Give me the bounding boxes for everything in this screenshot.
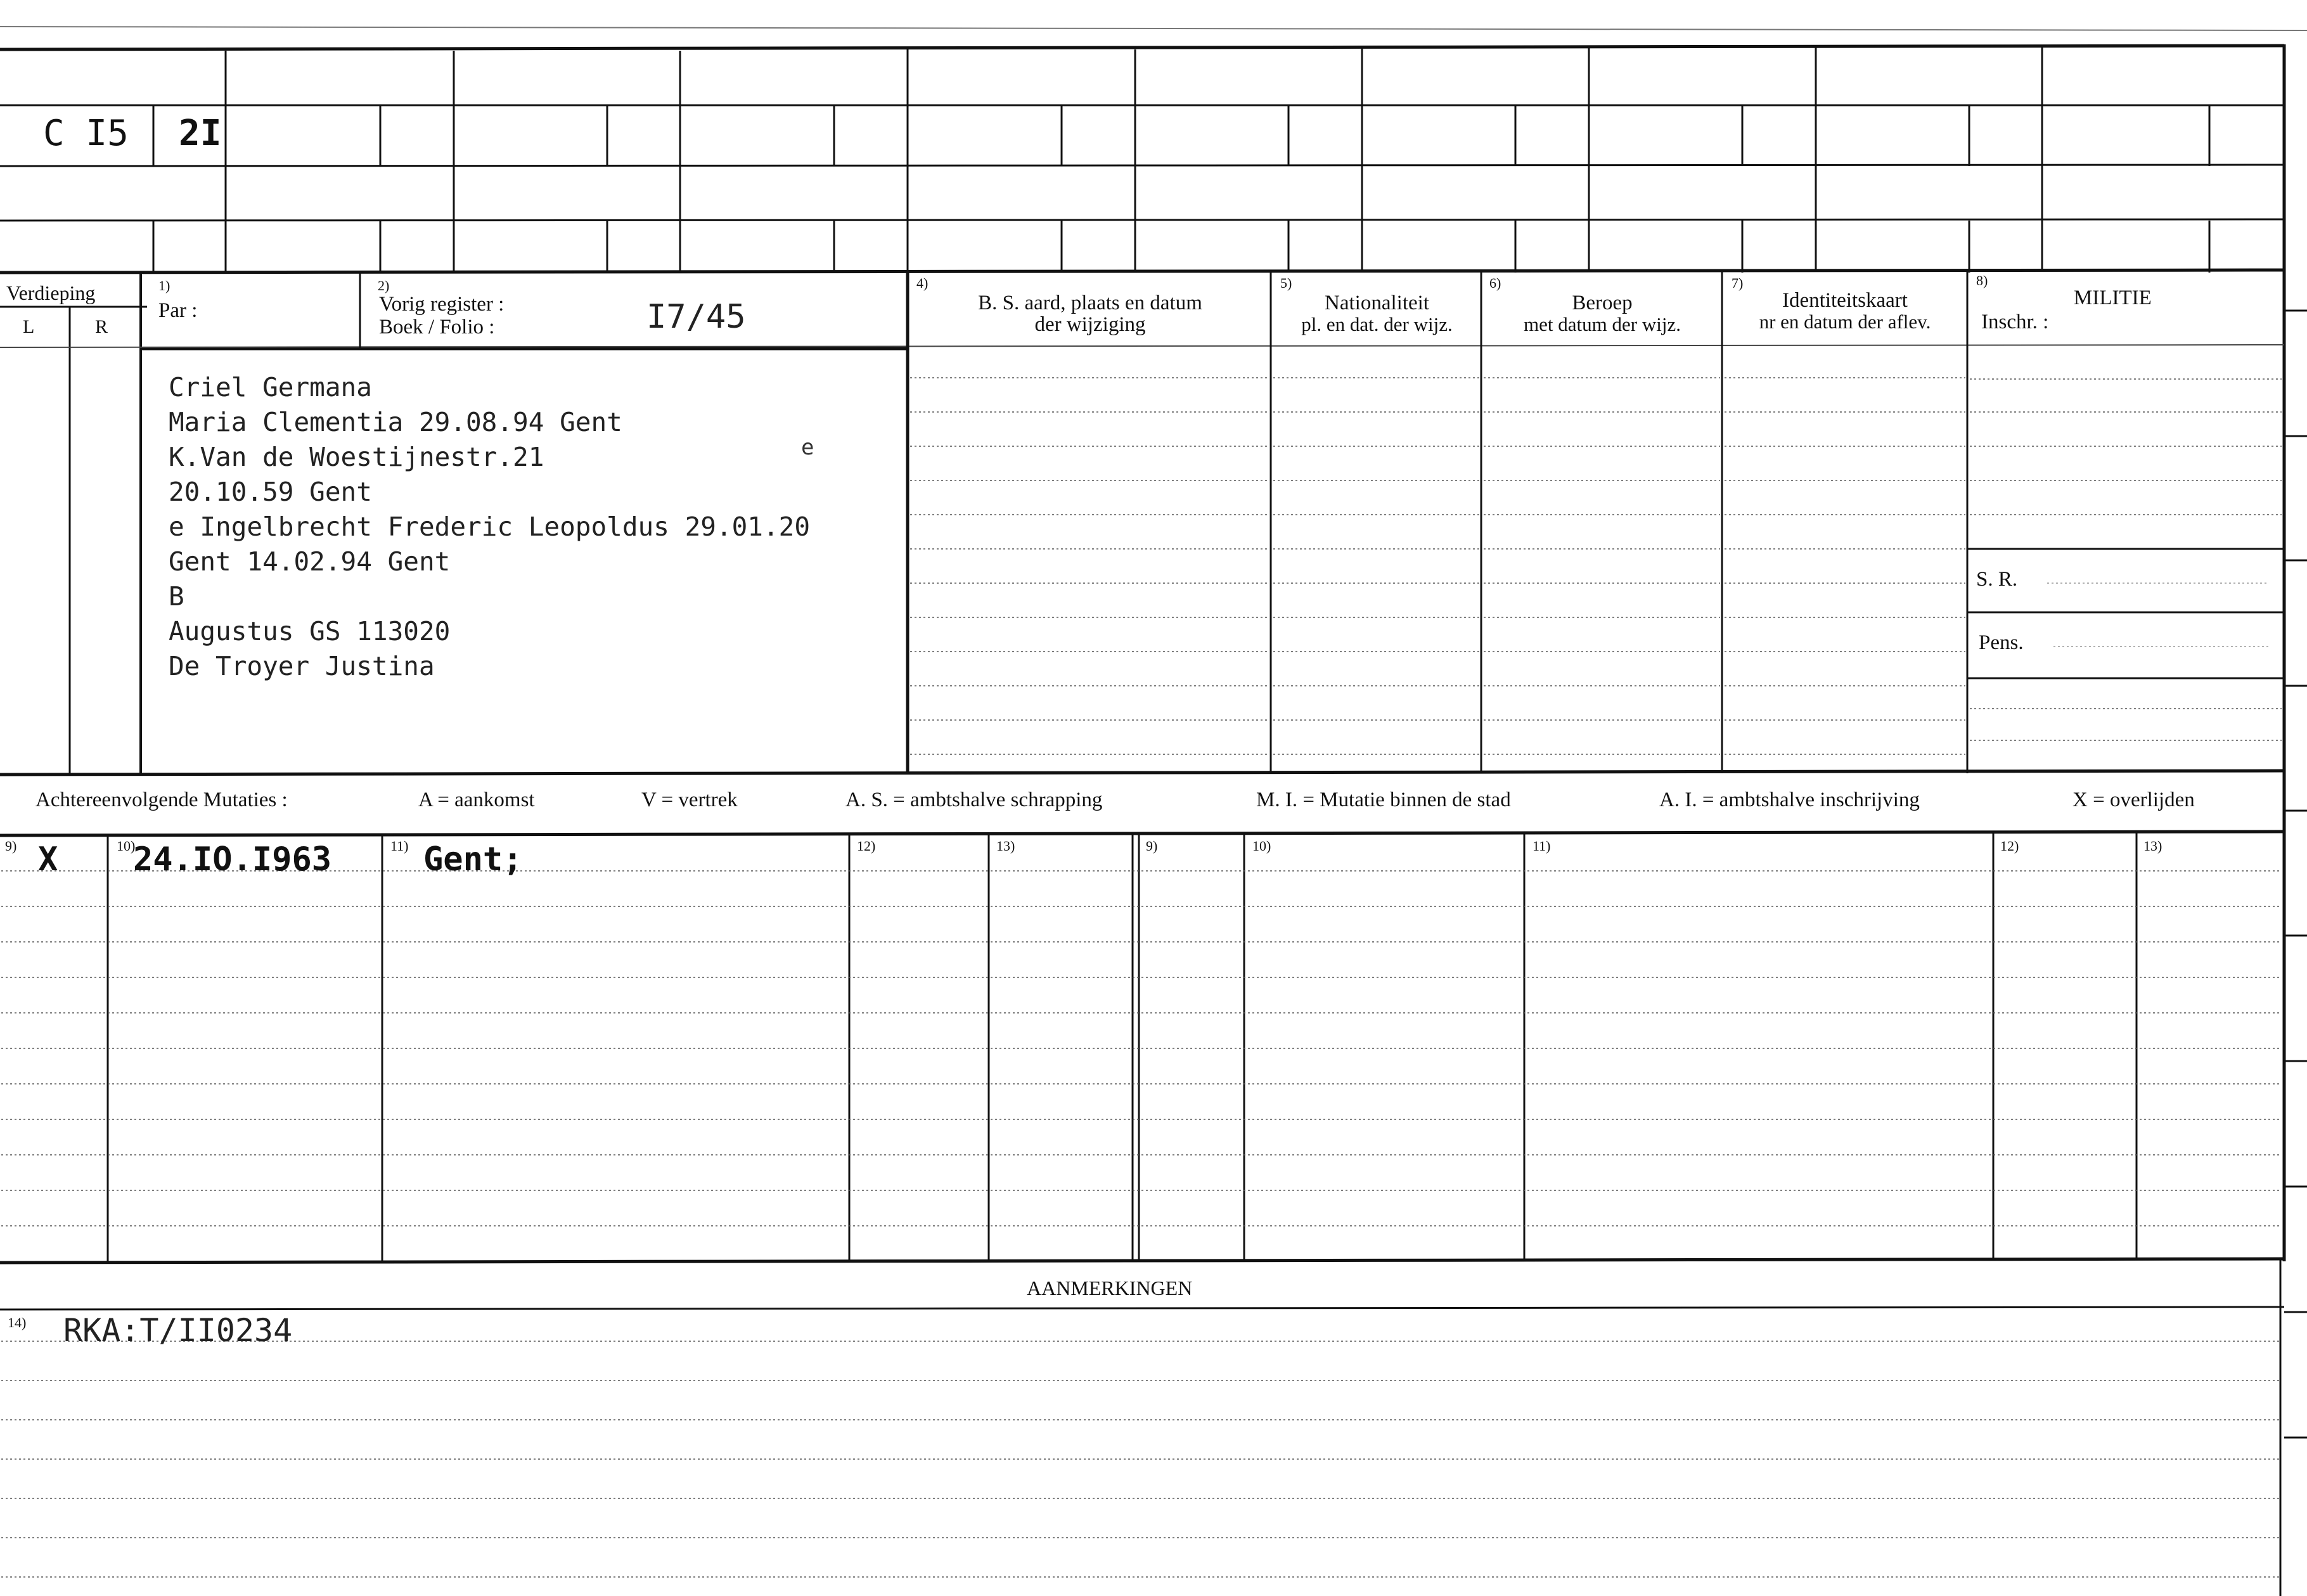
remarks-title: AANMERKINGEN xyxy=(1027,1277,1193,1299)
remarks-text: RKA:T/II0234 xyxy=(63,1312,293,1349)
mutation-type: X xyxy=(38,840,58,878)
legend-item: V = vertrek xyxy=(641,788,738,811)
verdieping-header: Verdieping xyxy=(6,281,96,304)
bs-header-line1: B. S. aard, plaats en datum xyxy=(978,292,1202,314)
person-margin-mark: e xyxy=(801,435,814,460)
person-line: B xyxy=(169,581,184,612)
person-line: 20.10.59 Gent xyxy=(169,477,372,507)
legend-item: A = aankomst xyxy=(418,788,535,811)
col-num-4: 4) xyxy=(916,275,929,291)
person-line: Maria Clementia 29.08.94 Gent xyxy=(169,407,622,437)
mutation-column-number: 12) xyxy=(857,838,876,854)
sr-label: S. R. xyxy=(1976,568,2018,591)
bs-header-line2: der wijziging xyxy=(1034,313,1146,336)
col-num-5: 5) xyxy=(1280,275,1292,291)
legend-item: X = overlijden xyxy=(2072,788,2195,811)
register-code: C I5 xyxy=(43,113,129,154)
legend-item: M. I. = Mutatie binnen de stad xyxy=(1256,788,1511,811)
vorig-register-label: Vorig register : xyxy=(379,293,504,316)
col-num-8: 8) xyxy=(1976,273,1988,288)
vorig-register-value: I7/45 xyxy=(646,298,746,336)
mutation-place: Gent; xyxy=(423,840,523,878)
mutation-column-number: 9) xyxy=(5,838,17,854)
col-num-1: 1) xyxy=(158,278,170,293)
mutation-column-number: 13) xyxy=(996,838,1015,854)
pens-label: Pens. xyxy=(1979,631,2024,654)
remarks-num: 14) xyxy=(8,1315,27,1330)
col-num-6: 6) xyxy=(1489,275,1501,291)
verdieping-l: L xyxy=(23,316,35,337)
nationaliteit-line2: pl. en dat. der wijz. xyxy=(1301,313,1453,335)
mutation-column-number: 11) xyxy=(1533,838,1551,854)
legend-item: A. I. = ambtshalve inschrijving xyxy=(1659,788,1920,811)
mutation-column-number: 13) xyxy=(2143,838,2162,854)
mutation-date: 24.IO.I963 xyxy=(133,840,332,878)
person-line: K.Van de Woestijnestr.21 xyxy=(169,442,544,472)
beroep-line2: met datum der wijz. xyxy=(1524,313,1681,335)
mutation-column-number: 12) xyxy=(2000,838,2019,854)
legend-prefix: Achtereenvolgende Mutaties : xyxy=(35,788,288,811)
militie-label: MILITIE xyxy=(2074,286,2152,309)
mutation-column-number: 11) xyxy=(390,838,409,854)
col-num-2: 2) xyxy=(378,278,390,293)
par-label: Par : xyxy=(158,299,198,322)
person-line: e Ingelbrecht Frederic Leopoldus 29.01.20 xyxy=(169,512,811,542)
person-line: De Troyer Justina xyxy=(169,651,435,681)
mutation-column-number: 10) xyxy=(1252,838,1271,854)
identiteit-line2: nr en datum der aflev. xyxy=(1759,311,1931,333)
boek-folio-label: Boek / Folio : xyxy=(379,316,495,338)
nationaliteit-line1: Nationaliteit xyxy=(1325,292,1429,314)
mutation-column-number: 9) xyxy=(1146,838,1158,854)
mutation-column-number: 10) xyxy=(117,838,136,854)
person-line: Augustus GS 113020 xyxy=(169,616,451,647)
verdieping-r: R xyxy=(95,316,108,337)
inschr-label: Inschr. : xyxy=(1981,311,2049,333)
identiteit-line1: Identiteitskaart xyxy=(1782,289,1908,312)
legend-item: A. S. = ambtshalve schrapping xyxy=(845,788,1103,811)
person-line: Criel Germana xyxy=(169,372,372,402)
beroep-line1: Beroep xyxy=(1572,292,1633,314)
col-num-7: 7) xyxy=(1732,275,1744,291)
person-line: Gent 14.02.94 Gent xyxy=(169,546,451,577)
register-number: 2I xyxy=(179,113,222,154)
